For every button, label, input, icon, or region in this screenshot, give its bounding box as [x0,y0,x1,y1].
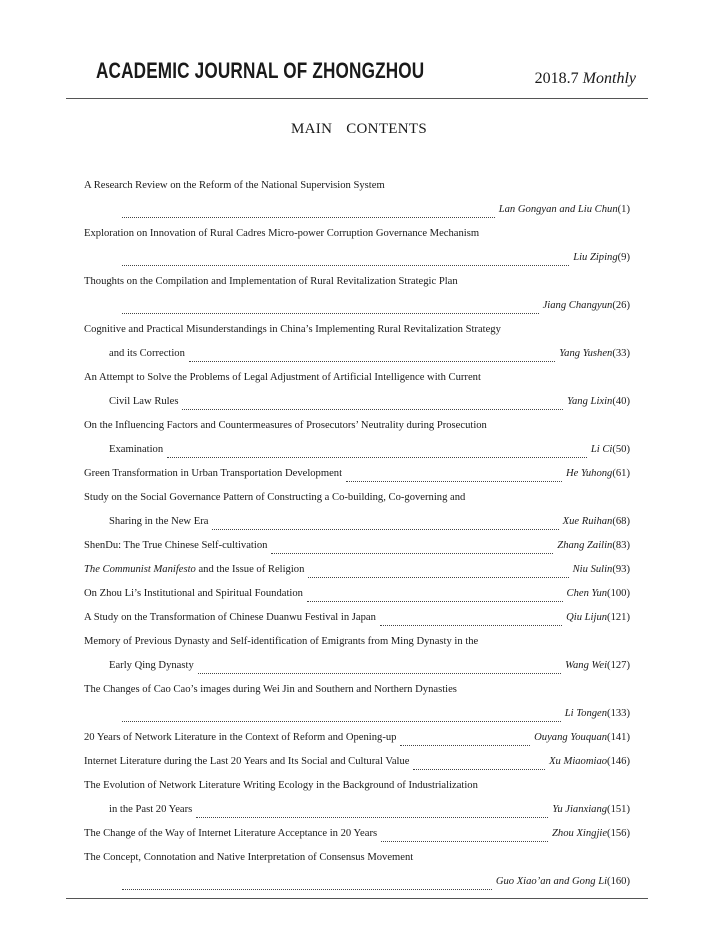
article-title: The Concept, Connotation and Native Interpretation of Consensus Movement [84,852,414,863]
article-title [84,561,304,578]
article-title-continued: Sharing in the New Era [109,516,209,527]
toc-title-line[interactable] [84,770,630,794]
toc-entry-line[interactable] [84,794,630,818]
article-title: Study on the Social Governance Pattern of Constructing a Co-building, Co-governing and [84,492,466,503]
article-author: Qiu Lijun [566,612,608,623]
issue-info [535,70,636,88]
toc-entry-line[interactable] [84,698,630,722]
article-title: The Changes of Cao Cao’s images during Wei Jin and Southern and Northern Dynasties [84,684,457,695]
article-title: On the Influencing Factors and Countermeasures of Prosecutors’ Neutrality during Prosecution [84,420,487,431]
article-title: ShenDu: The True Chinese Self-cultivation [84,540,268,551]
toc-title-line[interactable] [84,410,630,434]
article-page: (40) [612,396,630,407]
leader-dots [346,470,562,482]
leader-dots [307,590,563,602]
toc-title-line[interactable] [84,626,630,650]
toc-title-line[interactable] [84,362,630,386]
article-author: Yang Lixin [567,396,613,407]
article-page: (141) [607,732,630,743]
toc-entry-line[interactable] [84,242,630,266]
leader-dots [400,734,530,746]
toc-entry-line[interactable] [84,746,630,770]
toc-entry-line[interactable] [84,458,630,482]
article-title: Thoughts on the Compilation and Implementation of Rural Revitalization Strategic Plan [84,276,458,287]
toc-entry-line[interactable] [84,290,630,314]
article-title: Internet Literature during the Last 20 Years and Its Social and Cultural Value [84,756,410,767]
article-title-continued: Examination [109,444,164,455]
leader-dots [167,446,587,458]
table-of-contents [84,170,630,890]
article-page: (151) [607,804,630,815]
article-page: (133) [607,708,630,719]
article-title: A Study on the Transformation of Chinese Duanwu Festival in Japan [84,612,376,623]
article-author: Liu Ziping [573,252,618,263]
leader-dots [122,710,561,722]
article-author: Wang Wei [565,660,608,671]
header-rule [66,98,648,99]
article-page: (127) [607,660,630,671]
leader-dots [182,398,563,410]
issue-number: 2018.7 [534,70,579,87]
article-author: He Yuhong [565,468,613,479]
toc-title-line[interactable] [84,218,630,242]
toc-entry-line[interactable] [84,194,630,218]
toc-title-line[interactable] [84,314,630,338]
article-page: (83) [612,540,630,551]
toc-title-line[interactable] [84,674,630,698]
issue-frequency: Monthly [582,70,636,87]
toc-entry-line[interactable] [84,722,630,746]
toc-entry-line[interactable] [84,434,630,458]
article-author: Guo Xiao’an and Gong Li [495,876,608,887]
toc-entry-line[interactable] [84,386,630,410]
leader-dots [271,542,553,554]
leader-dots [413,758,545,770]
article-author: Zhou Xingjie [552,828,608,839]
leader-dots [122,302,539,314]
article-author: Li Ci [590,444,613,455]
leader-dots [308,566,568,578]
article-title: On Zhou Li’s Institutional and Spiritual Foundation [84,588,303,599]
leader-dots [189,350,555,362]
toc-title-line[interactable] [84,170,630,194]
article-title-continued: and its Correction [109,348,185,359]
article-title-continued: Early Qing Dynasty [109,660,194,671]
article-title: Memory of Previous Dynasty and Self-identification of Emigrants from Ming Dynasty in the [84,636,479,647]
article-title: The Change of the Way of Internet Literature Acceptance in 20 Years [84,828,378,839]
article-author: Ouyang Youquan [534,732,608,743]
leader-dots [122,878,492,890]
toc-entry-line[interactable] [84,818,630,842]
leader-dots [212,518,558,530]
article-author: Li Tongen [564,708,608,719]
toc-entry-line[interactable] [84,578,630,602]
toc-entry-line[interactable] [84,650,630,674]
toc-entry-line[interactable] [84,602,630,626]
toc-entry-line[interactable] [84,866,630,890]
article-author: Yang Yushen [559,348,613,359]
article-title: The Evolution of Network Literature Writing Ecology in the Background of Industrialization [84,780,478,791]
article-page: (9) [617,252,630,263]
article-author: Lan Gongyan and Liu Chun [498,204,618,215]
article-title-continued: Civil Law Rules [109,396,179,407]
toc-entry-line[interactable] [84,530,630,554]
article-title: Cognitive and Practical Misunderstandings in China’s Implementing Rural Revitalization Strategy [84,324,501,335]
article-title: A Research Review on the Reform of the National Supervision System [84,180,385,191]
leader-dots [198,662,561,674]
article-page: (26) [612,300,630,311]
article-author: Zhang Zailin [557,540,613,551]
toc-title-line[interactable] [84,842,630,866]
article-author: Niu Sulin [572,564,613,575]
article-author: Chen Yun [566,588,608,599]
toc-title-line[interactable] [84,482,630,506]
toc-entry-line[interactable] [84,338,630,362]
article-author: Xu Miaomiao [549,756,608,767]
article-page: (33) [612,348,630,359]
article-author: Jiang Changyun [542,300,613,311]
leader-dots [122,254,569,266]
article-title: Green Transformation in Urban Transportation Development [84,468,343,479]
article-title: Exploration on Innovation of Rural Cadres Micro-power Corruption Governance Mechanism [84,228,480,239]
article-page: (61) [612,468,630,479]
article-title-rest: and the Issue of Religion [195,564,305,575]
article-author: Yu Jianxiang [552,804,608,815]
leader-dots [122,206,495,218]
article-title-continued: in the Past 20 Years [109,804,193,815]
article-title: 20 Years of Network Literature in the Context of Reform and Opening-up [84,732,397,743]
article-page: (100) [607,588,630,599]
article-page: (160) [607,876,630,887]
article-page: (156) [607,828,630,839]
article-page: (121) [607,612,630,623]
toc-title-line[interactable] [84,266,630,290]
article-title-italic: The Communist Manifesto [84,564,196,575]
toc-entry-line[interactable] [84,554,630,578]
leader-dots [381,830,548,842]
toc-entry-line[interactable] [84,506,630,530]
footer-rule [66,898,648,899]
leader-dots [196,806,548,818]
article-page: (146) [607,756,630,767]
article-author: Xue Ruihan [562,516,613,527]
contents-title: MAIN CONTENTS [291,121,427,137]
article-title: An Attempt to Solve the Problems of Legal Adjustment of Artificial Intelligence with Current [84,372,481,383]
article-page: (50) [612,444,630,455]
article-page: (1) [617,204,630,215]
article-page: (68) [612,516,630,527]
journal-title: ACADEMIC JOURNAL OF ZHONGZHOU [96,58,425,83]
leader-dots [380,614,562,626]
article-page: (93) [612,564,630,575]
